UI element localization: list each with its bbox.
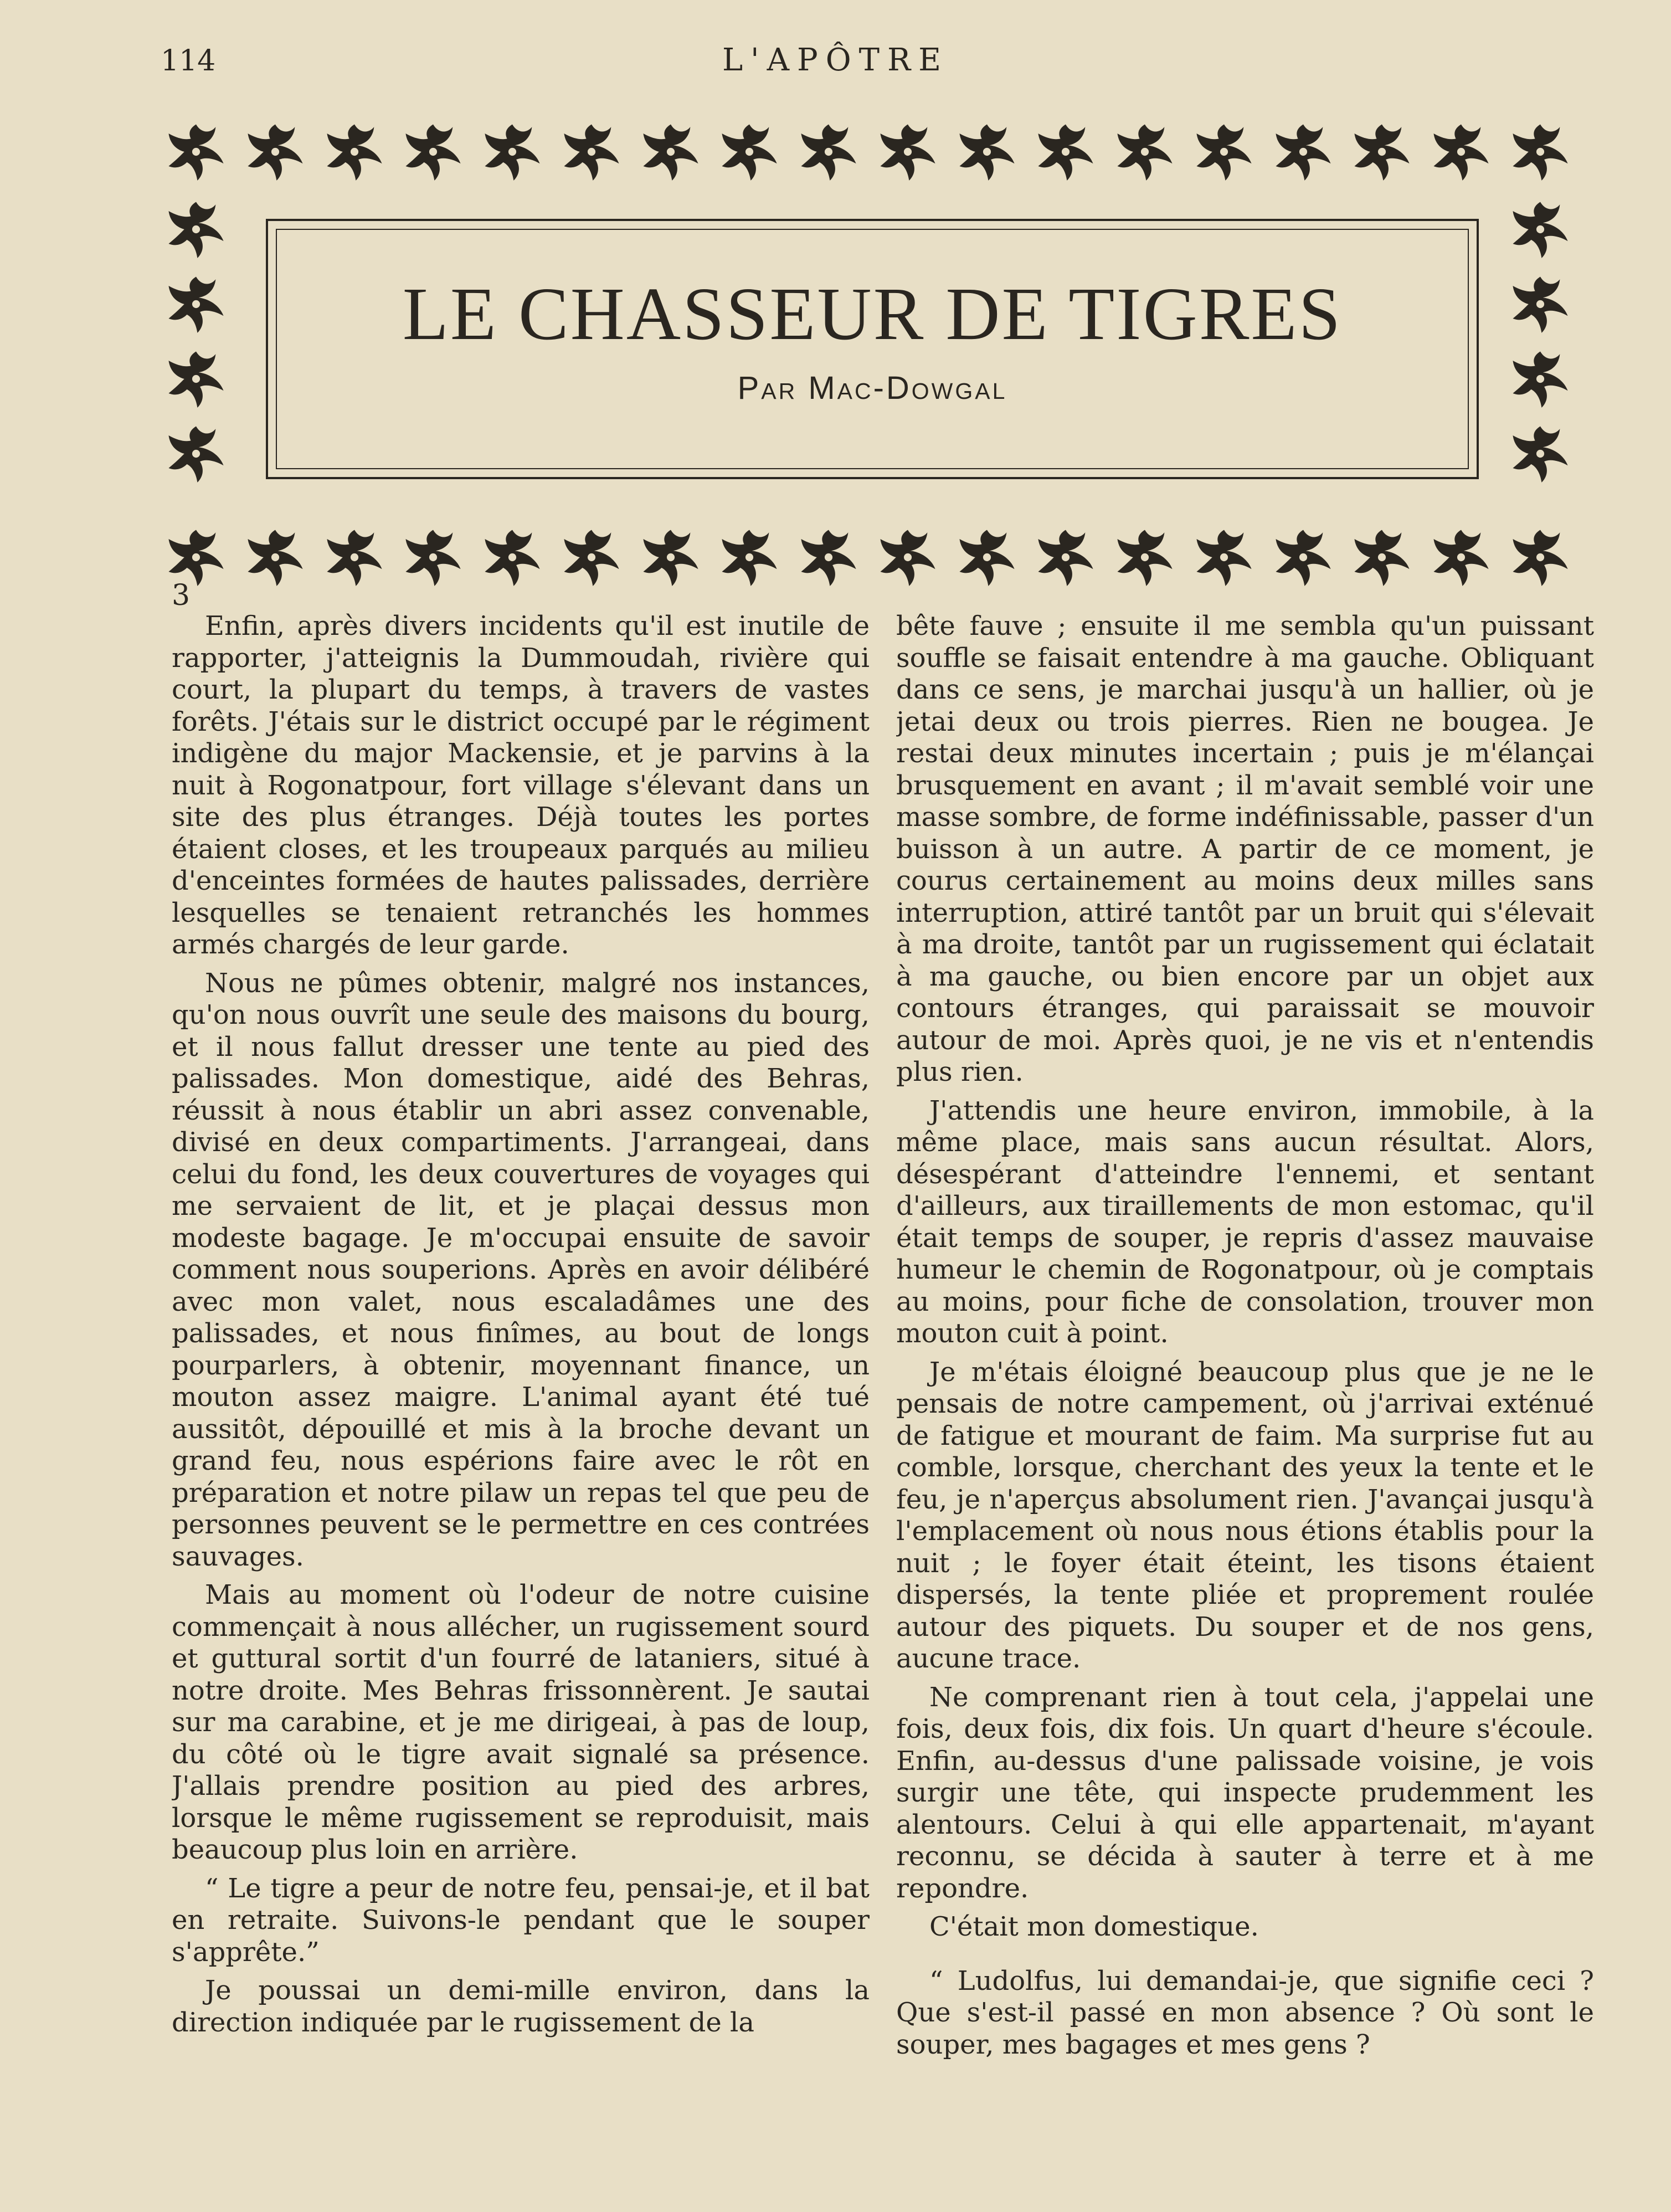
- running-head: [161, 33, 1510, 78]
- text-column-left: [172, 610, 870, 2106]
- fleuron-ornament-icon: [796, 119, 861, 184]
- fleuron-ornament-icon: [559, 525, 624, 590]
- fleuron-ornament-icon: [1271, 119, 1336, 184]
- paragraph: Je m'étais éloigné beaucoup plus que je ne le pensais de notre campement, où j'arrivai exténué de fatigue et mourant de faim. Ma surprise fut au comble, lorsque, cherchant des yeux la tente et le feu, je n'aperçus absolument rien. J'avançai jusqu'à l'emplacement où nous nous étions établis pour la nuit ; le foyer était éteint, les tisons étaient dispersés, la tente pliée et proprement roulée autour des piquets. Du souper et de nos gens, aucune trace.: [896, 1356, 1594, 1674]
- fleuron-ornament-icon: [875, 119, 940, 184]
- fleuron-ornament-icon: [1112, 525, 1178, 590]
- paragraph: Enfin, après divers incidents qu'il est inutile de rapporter, j'atteignis la Dummoudah, rivière qui court, la plupart du temps, à travers de vastes forêts. J'étais sur le district occupé par le régiment indigène du major Mackensie, et je parvins à la nuit à Rogonatpour, fort village s'élevant dans un site des plus étranges. Déjà toutes les portes étaient closes, et les troupeaux parqués au milieu d'enceintes formées de hautes palissades, derrière lesquelles se tenaient retranchés les hommes armés chargés de leur garde.: [172, 610, 870, 960]
- fleuron-ornament-icon: [400, 525, 466, 590]
- paragraph: Mais au moment où l'odeur de notre cuisine commençait à nous allécher, un rugissement sourd et guttural sortit d'un fourré de lataniers, situé à notre droite. Mes Behras frissonnèrent. Je sautai sur ma carabine, et je me dirigeai, à pas de loup, du côté où le tigre avait signalé sa présence. J'allais prendre position au pied des arbres, lorsque le même rugissement se reproduisit, mais beaucoup plus loin en arrière.: [172, 1579, 870, 1865]
- fleuron-ornament-icon: [875, 525, 940, 590]
- fleuron-ornament-icon: [1508, 421, 1573, 486]
- fleuron-ornament-icon: [1271, 525, 1336, 590]
- fleuron-ornament-icon: [1508, 119, 1573, 184]
- fleuron-ornament-icon: [163, 346, 229, 412]
- journal-title: L'APÔTRE: [722, 42, 949, 78]
- section-number: 3: [172, 579, 191, 612]
- fleuron-ornament-icon: [1033, 119, 1098, 184]
- article-title: LE CHASSEUR DE TIGRES: [402, 273, 1343, 356]
- fleuron-ornament-icon: [163, 197, 229, 262]
- fleuron-ornament-icon: [638, 525, 703, 590]
- fleuron-ornament-icon: [1428, 525, 1494, 590]
- fleuron-ornament-icon: [163, 421, 229, 486]
- fleuron-ornament-icon: [400, 119, 466, 184]
- fleuron-ornament-icon: [1349, 119, 1415, 184]
- paragraph: C'était mon domestique.: [929, 1911, 1259, 1942]
- fleuron-ornament-icon: [954, 525, 1020, 590]
- paragraph: Nous ne pûmes obtenir, malgré nos instances, qu'on nous ouvrît une seule des maisons du bourg, et il nous fallut dresser une tente au pied des palissades. Mon domestique, aidé des Behras, réussit à nous établir un abri assez convenable, divisé en deux compartiments. J'arrangeai, dans celui du fond, les deux couvertures de voyages qui me servaient de lit, et je plaçai dessus mon modeste bagage. Je m'occupai ensuite de savoir comment nous souperions. Après en avoir délibéré avec mon valet, nous escaladâmes une des palissades, et nous finîmes, au bout de longs pourparlers, à obtenir, moyennant finance, un mouton assez maigre. L'animal ayant été tué aussitôt, dépouillé et mis à la broche devant un grand feu, nous espérions faire avec le rôt en préparation et notre pilaw un repas tel que peu de personnes peuvent se le permettre en ces contrées sauvages.: [172, 967, 870, 1572]
- paragraph: “ Le tigre a peur de notre feu, pensai-je, et il bat en retraite. Suivons-le pendant que le souper s'apprête.”: [172, 1872, 870, 1968]
- fleuron-ornament-icon: [163, 271, 229, 337]
- article-byline: Par Mac-Dowgal: [737, 370, 1007, 406]
- fleuron-ornament-icon: [243, 525, 308, 590]
- fleuron-ornament-icon: [796, 525, 861, 590]
- fleuron-ornament-icon: [1508, 346, 1573, 412]
- fleuron-ornament-icon: [1349, 525, 1415, 590]
- title-box: [266, 219, 1479, 479]
- fleuron-ornament-icon: [559, 119, 624, 184]
- paragraph: “ Ludolfus, lui demandai-je, que signifie ceci ? Que s'est-il passé en mon absence ? Où sont le souper, mes bagages et mes gens ?: [896, 1965, 1594, 2060]
- text-column-right: [896, 610, 1594, 2106]
- fleuron-ornament-icon: [1033, 525, 1098, 590]
- fleuron-ornament-icon: [322, 119, 387, 184]
- fleuron-ornament-icon: [717, 525, 782, 590]
- fleuron-ornament-icon: [1112, 119, 1178, 184]
- fleuron-ornament-icon: [1508, 197, 1573, 262]
- fleuron-ornament-icon: [243, 119, 308, 184]
- fleuron-ornament-icon: [1428, 119, 1494, 184]
- fleuron-ornament-icon: [1508, 271, 1573, 337]
- fleuron-ornament-icon: [480, 119, 545, 184]
- fleuron-ornament-icon: [954, 119, 1020, 184]
- fleuron-ornament-icon: [1508, 525, 1573, 590]
- fleuron-ornament-icon: [638, 119, 703, 184]
- paragraph: J'attendis une heure environ, immobile, à la même place, mais sans aucun résultat. Alors, désespérant d'atteindre l'ennemi, et sentant d'ailleurs, aux tiraillements de mon estomac, qu'il était temps de souper, je repris d'assez mauvaise humeur le chemin de Rogonatpour, où je comptais au moins, pour fiche de consolation, trouver mon mouton cuit à point.: [896, 1095, 1594, 1349]
- fleuron-ornament-icon: [717, 119, 782, 184]
- fleuron-ornament-icon: [1191, 119, 1257, 184]
- fleuron-ornament-icon: [163, 119, 229, 184]
- page-number: 114: [161, 44, 216, 78]
- paragraph: Ne comprenant rien à tout cela, j'appelai une fois, deux fois, dix fois. Un quart d'heure s'écoule. Enfin, au-dessus d'une palissade voisine, je vois surgir une tête, qui inspecte prudemment les alentours. Celui à qui elle appartenait, m'ayant reconnu, se décida à sauter à terre et à me repondre.: [896, 1681, 1594, 1904]
- fleuron-ornament-icon: [480, 525, 545, 590]
- fleuron-ornament-icon: [322, 525, 387, 590]
- fleuron-ornament-icon: [1191, 525, 1257, 590]
- paragraph: bête fauve ; ensuite il me sembla qu'un puissant souffle se faisait entendre à ma gauche. Obliquant dans ce sens, je marchai jusqu'à un hallier, où je jetai deux ou trois pierres. Rien ne bougea. Je restai deux minutes incertain ; puis je m'élançai brusquement en avant ; il m'avait semblé voir une masse sombre, de forme indéfinissable, passer d'un buisson à un autre. A partir de ce moment, je courus certainement au moins deux milles sans interruption, attiré tantôt par un bruit qui s'élevait à ma droite, tantôt par un rugissement qui éclatait à ma gauche, ou bien encore par un objet aux contours étranges, qui paraissait se mouvoir autour de moi. Après quoi, je ne vis et n'entendis plus rien.: [896, 610, 1594, 1087]
- paragraph: Je poussai un demi-mille environ, dans la direction indiquée par le rugissement de la: [172, 1975, 870, 2038]
